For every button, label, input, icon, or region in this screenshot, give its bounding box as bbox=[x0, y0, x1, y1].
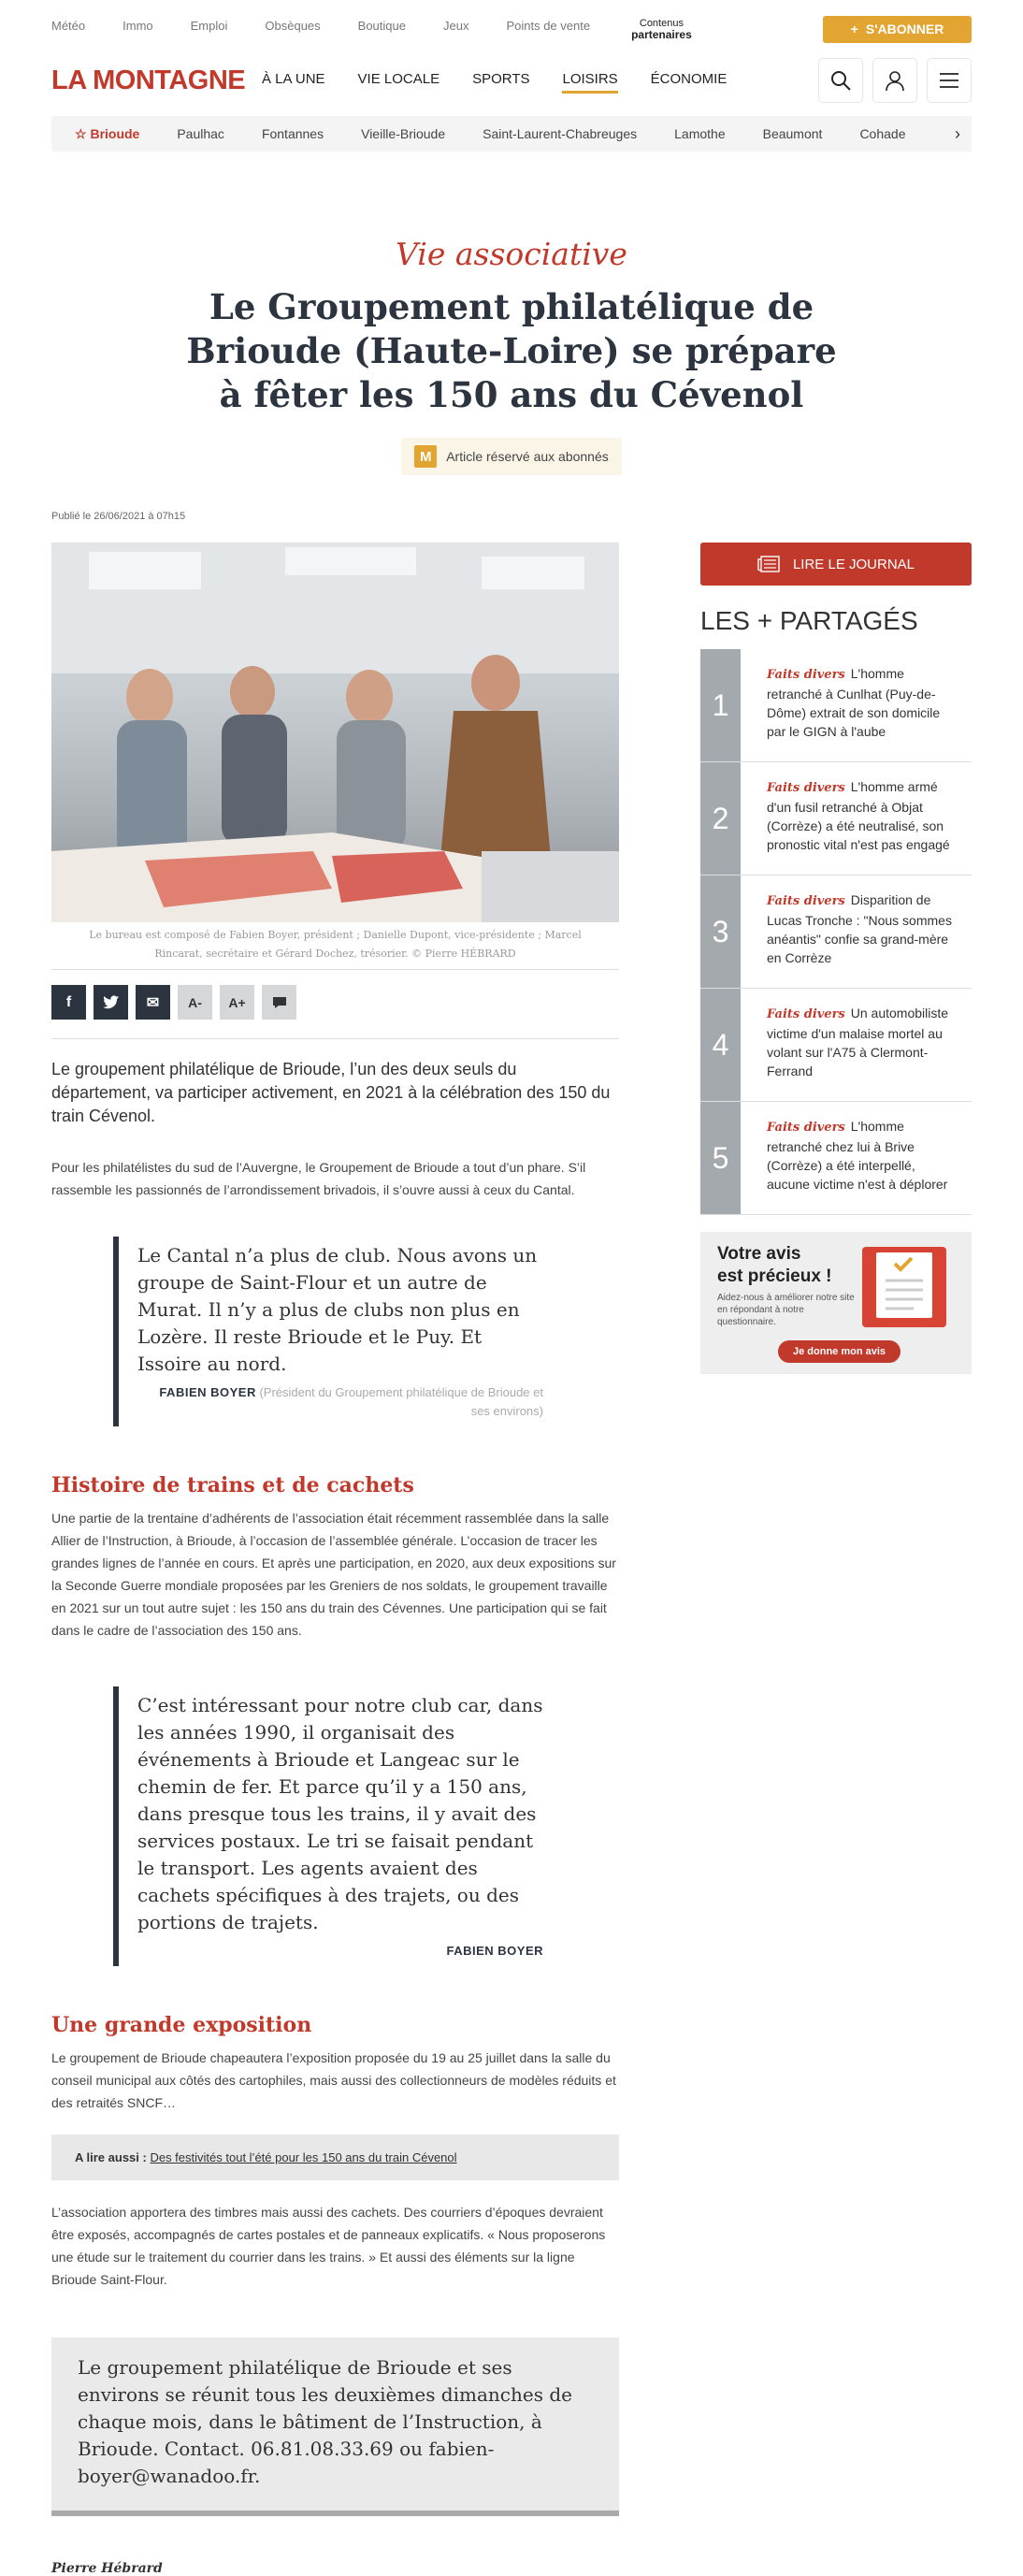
survey-button[interactable]: Je donne mon avis bbox=[778, 1340, 901, 1363]
pull-quote bbox=[113, 1686, 543, 1966]
subnav-item-saint-laurent[interactable]: Saint-Laurent-Chabreuges bbox=[483, 126, 638, 141]
item-category: Faits divers bbox=[767, 894, 845, 908]
sidebar bbox=[700, 543, 972, 2576]
premium-label: Article réservé aux abonnés bbox=[446, 449, 609, 464]
subnav-item-label: Brioude bbox=[90, 125, 140, 141]
info-box-text: Le groupement philatélique de Brioude et ses environs se réunit tous les deuxièmes dimanches de chaque mois, dans le bâtiment de l’Instruction, à Brioude. Contact. 06.81.08.33.69 ou fabien-boyer@wanadoo.fr. bbox=[78, 2356, 572, 2487]
subnav-item-paulhac[interactable]: Paulhac bbox=[177, 126, 224, 141]
top-link-boutique[interactable]: Boutique bbox=[357, 18, 406, 33]
partners-line2: partenaires bbox=[631, 27, 692, 41]
rank-number: 4 bbox=[700, 989, 741, 1101]
quote-author-role: (Président du Groupement philatélique de Brioude et ses environs) bbox=[259, 1385, 543, 1418]
divider bbox=[51, 1038, 619, 1039]
read-journal-label: LIRE LE JOURNAL bbox=[792, 556, 915, 572]
nav-economie[interactable]: ÉCONOMIE bbox=[650, 71, 728, 87]
user-icon[interactable] bbox=[872, 58, 917, 103]
article-photo[interactable] bbox=[51, 543, 619, 922]
survey-banner[interactable] bbox=[700, 1232, 972, 1374]
top-bar bbox=[51, 0, 972, 58]
partners-link[interactable] bbox=[631, 19, 692, 40]
subnav-item-fontannes[interactable]: Fontannes bbox=[261, 126, 324, 141]
item-title: L'homme retranché chez lui à Brive (Corrèze) a été interpellé, aucune victime n'est à déplorer bbox=[767, 1119, 948, 1192]
survey-title-line1: Votre avis bbox=[717, 1244, 801, 1264]
item-category: Faits divers bbox=[767, 1121, 845, 1135]
item-title: Un automobiliste victime d'un malaise mortel au volant sur l'A75 à Clermont-Ferrand bbox=[767, 1006, 949, 1078]
divider bbox=[51, 969, 619, 970]
item-category: Faits divers bbox=[767, 781, 845, 795]
subnav-item-lamothe[interactable]: Lamothe bbox=[674, 126, 726, 141]
list-item[interactable] bbox=[700, 762, 972, 876]
top-link-points-de-vente[interactable]: Points de vente bbox=[506, 18, 591, 33]
partners-line1: Contenus bbox=[639, 17, 684, 29]
local-subnav bbox=[51, 116, 972, 152]
survey-title-line2: est précieux ! bbox=[717, 1266, 832, 1286]
font-increase-icon[interactable]: A+ bbox=[220, 985, 254, 1020]
quote-author-line bbox=[137, 1942, 543, 1961]
article-paragraph: Pour les philatélistes du sud de l’Auvergne, le Groupement de Brioude a tout d’un phare. S’il rassemble les passionnés de l’arrondissement brivadois, il s’ouvre aussi à ceux du Cantal. bbox=[51, 1160, 586, 1197]
rank-number: 3 bbox=[700, 876, 741, 988]
top-link-obseques[interactable]: Obsèques bbox=[265, 18, 321, 33]
chevron-right-icon[interactable]: › bbox=[944, 116, 972, 152]
menu-icon[interactable] bbox=[927, 58, 972, 103]
quote-text: C’est intéressant pour notre club car, dans les années 1990, il organisait des événements à Brioude et Langeac sur le chemin de fer. Et parce qu’il y a 150 ans, dans presque tous les trains, il y avait des services postaux. Le tri se faisait pendant le transport. Les agents avaient des cachets spécifiques à des trajets, ou des portions de trajets. bbox=[137, 1694, 543, 1933]
email-icon[interactable]: ✉ bbox=[136, 985, 170, 1020]
star-icon: ☆ bbox=[75, 125, 91, 141]
list-item[interactable] bbox=[700, 876, 972, 989]
article-body bbox=[51, 543, 619, 2576]
header-icons bbox=[818, 58, 972, 103]
section-heading: Histoire de trains et de cachets bbox=[51, 1473, 414, 1498]
most-shared-title: LES + PARTAGÉS bbox=[700, 606, 918, 635]
item-title: L'homme armé d'un fusil retranché à Objat (Corrèze) a été neutralisé, son pronostic vital n'est pas engagé bbox=[767, 779, 950, 852]
main-nav bbox=[262, 67, 818, 94]
checklist-icon bbox=[876, 1252, 932, 1318]
subnav-item-beaumont[interactable]: Beaumont bbox=[762, 126, 823, 141]
top-links bbox=[51, 19, 692, 40]
article-paragraph: L’association apportera des timbres mais aussi des cachets. Des courriers d’époques devraient être exposés, accompagnés de cartes postales et de panneaux explicatifs. « Nous proposerons une étude sur le traitement du courrier dans les trains. » Et aussi des éléments sur la ligne Brioude Saint-Flour. bbox=[51, 2205, 606, 2287]
subnav-item-cohade[interactable]: Cohade bbox=[859, 126, 906, 141]
nav-a-la-une[interactable]: À LA UNE bbox=[262, 71, 325, 87]
top-link-emploi[interactable]: Emploi bbox=[190, 18, 228, 33]
photo-caption: Le bureau est composé de Fabien Boyer, président ; Danielle Dupont, vice-présidente ; Marcel Rincarat, secrétaire et Gérard Dochez, trésorier. © Pierre HÉBRARD bbox=[89, 929, 582, 960]
article-paragraph: Le groupement de Brioude chapeautera l’exposition proposée du 19 au 25 juillet dans la salle du conseil municipal aux côtés des cartophiles, mais aussi des collectionneurs de modèles réduits et des retraités SNCF… bbox=[51, 2050, 616, 2110]
search-icon[interactable] bbox=[818, 58, 863, 103]
item-category: Faits divers bbox=[767, 668, 845, 682]
item-title: Disparition de Lucas Tronche : "Nous sommes anéantis" confie sa grand-mère en Corrèze bbox=[767, 892, 952, 965]
info-box bbox=[51, 2337, 619, 2516]
twitter-icon[interactable] bbox=[94, 985, 128, 1020]
article-kicker[interactable]: Vie associative bbox=[396, 236, 627, 272]
site-logo[interactable]: LA MONTAGNE bbox=[51, 65, 246, 95]
survey-text: Aidez-nous à améliorer notre site en répondant à notre questionnaire. bbox=[717, 1293, 855, 1327]
comment-icon[interactable] bbox=[262, 985, 296, 1020]
section-heading: Une grande exposition bbox=[51, 2013, 312, 2037]
rank-number: 2 bbox=[700, 762, 741, 875]
read-also-link[interactable]: Des festivités tout l’été pour les 150 ans du train Cévenol bbox=[150, 2150, 457, 2164]
quote-author-line bbox=[137, 1383, 543, 1421]
article-author: Pierre Hébrard bbox=[51, 2561, 163, 2576]
nav-sports[interactable]: SPORTS bbox=[472, 71, 530, 87]
list-item[interactable] bbox=[700, 649, 972, 762]
rank-number: 5 bbox=[700, 1102, 741, 1214]
premium-badge-icon: M bbox=[414, 445, 437, 468]
list-item[interactable] bbox=[700, 1102, 972, 1215]
article-title: Le Groupement philatélique de Brioude (Haute-Loire) se prépare à fêter les 150 ans du Cévenol bbox=[186, 286, 837, 415]
quote-author: FABIEN BOYER bbox=[159, 1385, 256, 1399]
publication-date: Publié le 26/06/2021 à 07h15 bbox=[51, 511, 186, 522]
read-also-box bbox=[51, 2135, 619, 2180]
pull-quote bbox=[113, 1237, 543, 1426]
nav-vie-locale[interactable]: VIE LOCALE bbox=[357, 71, 440, 87]
facebook-icon[interactable]: f bbox=[51, 985, 86, 1020]
premium-notice bbox=[51, 438, 972, 475]
subnav-item-vieille-brioude[interactable]: Vieille-Brioude bbox=[361, 126, 446, 141]
read-also-prefix: A lire aussi : bbox=[75, 2150, 147, 2164]
article-lead: Le groupement philatélique de Brioude, l’un des deux seuls du département, va participer activement, en 2021 à la célébration des 150 du train Cévenol. bbox=[51, 1060, 611, 1125]
font-decrease-icon[interactable]: A- bbox=[178, 985, 212, 1020]
plus-icon: + bbox=[850, 22, 858, 36]
quote-text: Le Cantal n’a plus de club. Nous avons un groupe de Saint-Flour et un autre de Murat. Il n’y a plus de clubs non plus en Lozère. Il reste Brioude et le Puy. Et Issoire au nord. bbox=[137, 1244, 538, 1375]
item-category: Faits divers bbox=[767, 1007, 845, 1021]
item-title: L'homme retranché à Cunlhat (Puy-de-Dôme) extrait de son domicile par le GIGN à l'aube bbox=[767, 666, 941, 739]
quote-author: FABIEN BOYER bbox=[446, 1944, 543, 1958]
list-item[interactable] bbox=[700, 989, 972, 1102]
subscribe-button[interactable] bbox=[823, 16, 972, 43]
rank-number: 1 bbox=[700, 649, 741, 761]
main-header bbox=[51, 58, 972, 103]
most-shared-list bbox=[700, 649, 972, 1215]
top-link-immo[interactable]: Immo bbox=[122, 18, 153, 33]
share-bar bbox=[51, 985, 619, 1020]
newspaper-icon bbox=[757, 556, 780, 572]
article-paragraph: Une partie de la trentaine d’adhérents de l’association était récemment rassemblée dans la salle Allier de l’Instruction, à Brioude, à l’occasion de l’assemblée générale. L’occasion de tracer les grandes lignes de l’année en cours. Et après une participation, en 2020, aux deux expositions sur la Seconde Guerre mondiale proposées par les Greniers de nos soldats, le groupement travaille en 2021 sur un tout autre sujet : les 150 ans du train des Cévennes. Une participation qui se fait dans le cadre de l’association des 150 ans. bbox=[51, 1511, 616, 1638]
top-link-jeux[interactable]: Jeux bbox=[442, 18, 469, 33]
nav-loisirs[interactable]: LOISIRS bbox=[562, 67, 617, 94]
subnav-item-brioude[interactable] bbox=[51, 126, 158, 142]
top-link-meteo[interactable]: Météo bbox=[51, 18, 86, 33]
read-journal-button[interactable] bbox=[700, 543, 972, 586]
subscribe-label: S'ABONNER bbox=[865, 22, 944, 36]
